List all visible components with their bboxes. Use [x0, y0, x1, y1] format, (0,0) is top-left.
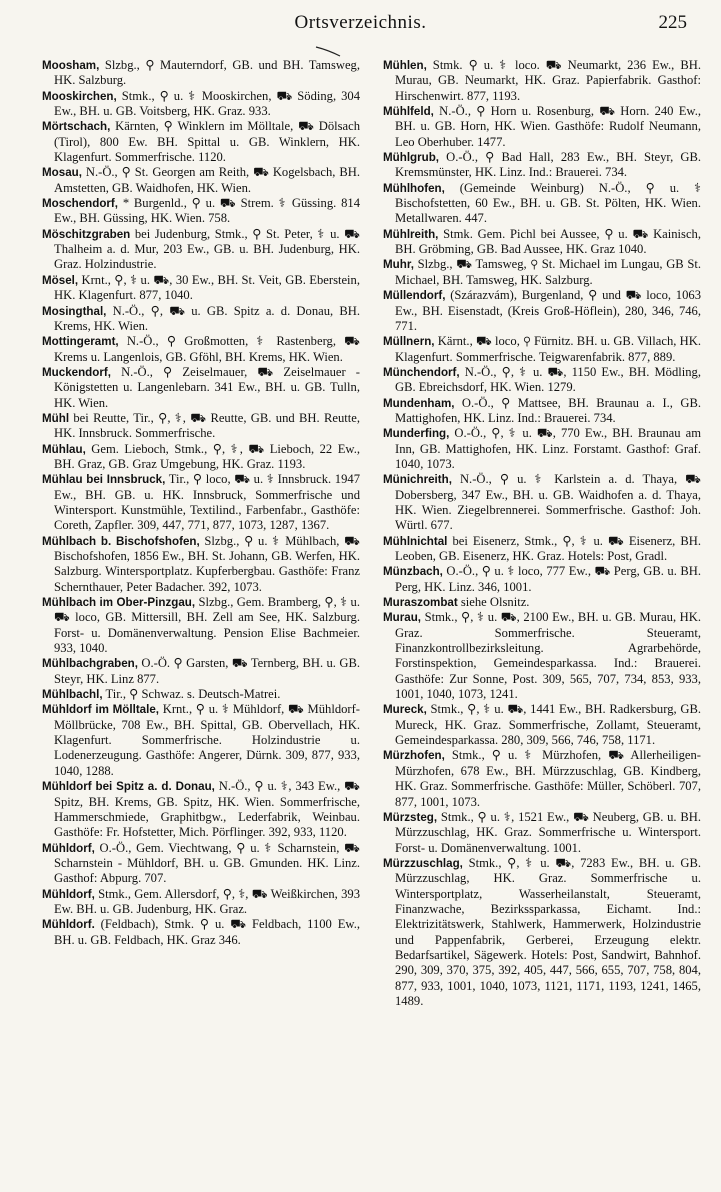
entry-details: N.-Ö., ⚲, ⚕ u. ⛟, 1150 Ew., BH. Mödling, GB. Ebreichsdorf, HK. Wien. 1279.	[395, 364, 701, 395]
entry-details: Stmk. ⚲ u. ⚕ loco. ⛟ Neumarkt, 236 Ew., BH. Murau, GB. Neumarkt, HK. Graz. Papierfabrik. Gasthof: Hirschenwirt. 877, 1193.	[395, 58, 701, 103]
entry-details: N.-Ö., ⚲, ⛟ u. GB. Spitz a. d. Donau, BH. Krems, HK. Wien.	[54, 303, 360, 333]
entry-details: (Feldbach), Stmk. ⚲ u. ⛟ Feldbach, 1100 Ew., BH. u. GB. Feldbach, HK. Graz 346.	[54, 917, 360, 947]
directory-entry	[42, 227, 360, 273]
directory-entry	[42, 273, 360, 304]
entry-details: bei Judenburg, Stmk., ⚲ St. Peter, ⚕ u. ⛟ Thalheim a. d. Mur, 203 Ew., GB. u. BH. Judenburg, HK. Graz. Holzindustrie.	[54, 226, 360, 272]
entry-details: Slzbg., Gem. Bramberg, ⚲, ⚕ u. ⛟ loco, GB. Mittersill, BH. Zell am See, HK. Salzburg. Forst- u. Domänenverwaltung. Pension Elise Bachmeier. 933, 1040.	[54, 595, 360, 656]
left-column	[42, 58, 360, 948]
entry-place-name: Münichreith,	[383, 473, 452, 487]
entry-place-name: Mühlbachl,	[42, 688, 103, 702]
entry-place-name: Muckendorf,	[42, 365, 111, 379]
entry-place-name: Mühlnichtal	[383, 534, 448, 548]
entry-place-name: Mürzsteg,	[383, 810, 438, 824]
entry-details: Stmk., ⚲ u. ⚕, 1521 Ew., ⛟ Neuberg, GB. u. BH. Mürzzuschlag, HK. Graz. Sommerfrische u. Wintersport. Forst- u. Domänenverwaltung. 1001.	[395, 809, 701, 855]
entry-place-name: Mühlau,	[42, 442, 86, 456]
directory-entry	[383, 58, 701, 104]
ornament-icon	[314, 44, 342, 58]
entry-details: O.-Ö. ⚲ Garsten, ⛟ Ternberg, BH. u. GB. Steyr, HK. Linz 877.	[54, 656, 360, 686]
directory-entry	[383, 472, 701, 533]
entry-place-name: Mooskirchen,	[42, 89, 117, 103]
entry-place-name: Mosingthal,	[42, 304, 107, 318]
entry-details: Stmk. Gem. Pichl bei Aussee, ⚲ u. ⛟ Kainisch, BH. Gröbming, GB. Bad Aussee, HK. Graz 1040.	[395, 226, 701, 257]
page-title: Ortsverzeichnis.	[294, 12, 427, 33]
directory-entry	[383, 564, 701, 595]
entry-place-name: Münchendorf,	[383, 365, 460, 379]
entry-details: N.-Ö., ⚲ Horn u. Rosenburg, ⛟ Horn. 240 Ew., BH. u. GB. Horn, HK. Wien. Gasthöfe: Rudolf Neumann, Leo Oberhuber. 1477.	[395, 104, 701, 149]
page-header	[0, 12, 721, 42]
entry-details: bei Reutte, Tir., ⚲, ⚕, ⛟ Reutte, GB. und BH. Reutte, HK. Innsbruck. Sommerfrische.	[54, 410, 360, 441]
entry-place-name: Mürzhofen,	[383, 749, 445, 763]
directory-entry	[383, 426, 701, 472]
directory-entry	[383, 856, 701, 1009]
directory-entry	[42, 334, 360, 365]
directory-entry	[383, 534, 701, 565]
entry-details: N.-Ö., ⚲ Zeiselmauer, ⛟ Zeiselmauer - Königstetten u. Langenlebarn. 341 Ew., BH. u. GB. Tulln, HK. Wien.	[54, 364, 360, 410]
entry-details: O.-Ö., ⚲, ⚕ u. ⛟, 770 Ew., BH. Braunau am Inn, GB. Mattighofen, HK. Linz. Forstamt. Gasthof: Graf. 1040, 1073.	[395, 426, 701, 471]
entry-place-name: Mühldorf im Mölltale,	[42, 703, 160, 717]
directory-entry	[42, 89, 360, 120]
entry-details: N.-Ö., ⚲ St. Georgen am Reith, ⛟ Kogelsbach, BH. Amstetten, GB. Waidhofen, HK. Wien.	[54, 165, 360, 195]
entry-details: O.-Ö., ⚲ Bad Hall, 283 Ew., BH. Steyr, GB. Kremsmünster, HK. Linz. Ind.: Brauerei. 734.	[395, 150, 701, 180]
directory-entry	[383, 810, 701, 856]
entry-details: Kärnt., ⛟ loco, ⚲ Fürnitz. BH. u. GB. Villach, HK. Klagenfurt. Sommerfrische. Teigwarenfabrik. 877, 889.	[395, 334, 701, 364]
directory-entry	[383, 257, 701, 288]
entry-place-name: Mureck,	[383, 703, 427, 717]
entry-place-name: Mörtschach,	[42, 120, 111, 134]
entry-details: Kärnten, ⚲ Winklern im Mölltale, ⛟ Dölsach (Tirol), 800 Ew. BH. Spittal u. GB. Winklern, HK. Klagenfurt. Sommerfrische. 1120.	[54, 119, 360, 165]
entry-details: siehe Olsnitz.	[457, 595, 530, 610]
entry-place-name: Muhr,	[383, 258, 414, 272]
directory-entry	[383, 150, 701, 181]
directory-entry	[383, 748, 701, 809]
entry-place-name: Mundenham,	[383, 396, 455, 410]
entry-details: O.-Ö., ⚲ u. ⚕ loco, 777 Ew., ⛟ Perg, GB. u. BH. Perg, HK. Linz. 346, 1001.	[395, 564, 701, 594]
entry-place-name: Moosham,	[42, 59, 100, 72]
entry-place-name: Moschendorf,	[42, 197, 119, 211]
entry-details: Stmk., ⚲, ⚕ u. ⛟, 7283 Ew., BH. u. GB. Mürzzuschlag, HK. Graz. Sommerfrische u. Wintersportplatz, Wasserheilanstalt, Steueramt, Finanzwache, Bezirkssparkassa, Eichamt. Ind.: Elektrizitätswerk, Stahlwerk, Hammerwerk, Holzindustrie und Pappenfabrik, Gerberei, Erzeugung elektr. Bedarfsartikel, Sägewerk. Hotels: Post, Sandwirt, Bahnhof. 290, 309, 370, 375, 392, 405, 447, 566, 655, 707, 758, 804, 877, 933, 1001, 1040, 1073, 1121, 1171, 1193, 1241, 1465, 1489.	[395, 855, 701, 1008]
entry-place-name: Mosau,	[42, 166, 82, 180]
directory-entry	[42, 472, 360, 533]
entry-details: (Szárazvám), Burgenland, ⚲ und ⛟ loco, 1063 Ew., BH. Eisenstadt, (Kreis Groß-Höflein), 280, 346, 746, 771.	[395, 288, 701, 333]
directory-entry	[42, 841, 360, 887]
entry-place-name: Münzbach,	[383, 565, 443, 579]
directory-entry	[42, 917, 360, 948]
entry-details: O.-Ö., Gem. Viechtwang, ⚲ u. ⚕ Scharnstein, ⛟ Scharnstein - Mühldorf, BH. u. GB. Gmunden. HK. Linz. Gasthof: Abpurg. 707.	[54, 840, 360, 886]
entry-details: (Gemeinde Weinburg) N.-Ö., ⚲ u. ⚕ Bischofstetten, 60 Ew., BH. u. GB. St. Pölten, HK. Wien. Metallwaren. 447.	[395, 180, 701, 226]
entry-details: Krnt., ⚲ u. ⚕ Mühldorf, ⛟ Mühldorf-Möllbrücke, 708 Ew., BH. Spittal, GB. Obervellach, HK. Klagenfurt. Sommerfrische. Holzindustrie u. Lodenerzeugung. Gasthöfe: Angerer, Dürnk. 309, 877, 933, 1040, 1288.	[54, 702, 361, 778]
entry-place-name: Mühldorf.	[42, 918, 95, 932]
directory-entry	[42, 119, 360, 165]
entry-details: Stmk., ⚲, ⚕ u. ⛟, 1441 Ew., BH. Radkersburg, GB. Mureck, HK. Graz. Sommerfrische, Zollamt, Steueramt, Gemeindesparkassa. 280, 309, 566, 746, 758, 1171.	[395, 702, 701, 748]
entry-place-name: Mühlreith,	[383, 227, 439, 241]
entry-place-name: Mösel,	[42, 273, 79, 287]
entry-place-name: Muraszombat	[383, 596, 458, 610]
entry-place-name: Mühlbach b. Bischofshofen,	[42, 534, 200, 548]
entry-details: N.-Ö., ⚲ u. ⚕ Karlstein a. d. Thaya, ⛟ Dobersberg, 347 Ew., BH. u. GB. Waidhofen a. d. Thaya, HK. Wien. Ziegelbrennerei. Sommerfrische. Gasthof: Joh. Würtl. 677.	[395, 472, 701, 533]
directory-entry	[42, 887, 360, 918]
entry-place-name: Mühlen,	[383, 59, 427, 72]
entry-details: Krnt., ⚲, ⚕ u. ⛟, 30 Ew., BH. St. Veit, GB. Eberstein, HK. Klagenfurt. 877, 1040.	[54, 272, 360, 303]
entry-place-name: Mühl	[42, 411, 70, 425]
entry-details: Slzbg., ⛟ Tamsweg, ⚲ St. Michael im Lungau, GB St. Michael, BH. Tamsweg, HK. Salzburg.	[395, 257, 701, 287]
entry-place-name: Mühldorf,	[42, 887, 95, 901]
entry-place-name: Mühlbachgraben,	[42, 657, 138, 671]
entry-details: Slzbg., ⚲ u. ⚕ Mühlbach, ⛟ Bischofshofen, 1856 Ew., BH. St. Johann, GB. Werfen, HK. Salzburg. Wintersportplatz. Kupferbergbau. Gasthöfe: Franz Schernthauer, Peter Badacher. 392, 1073.	[54, 533, 360, 594]
directory-entry	[42, 534, 360, 595]
directory-entry	[42, 595, 360, 656]
entry-place-name: Munderfing,	[383, 427, 450, 441]
entry-place-name: Mühlhofen,	[383, 181, 445, 195]
entry-details: bei Eisenerz, Stmk., ⚲, ⚕ u. ⛟ Eisenerz, BH. Leoben, GB. Eisenerz, HK. Graz. Hotels: Post, Gradl.	[395, 533, 701, 563]
entry-details: Stmk., Gem. Allersdorf, ⚲, ⚕, ⛟ Weißkirchen, 393 Ew. BH. u. GB. Judenburg, HK. Graz.	[54, 886, 360, 916]
entry-details: Stmk., ⚲ u. ⚕ Mürzhofen, ⛟ Allerheiligen-Mürzhofen, 678 Ew., BH. Mürzzuschlag, GB. Kindberg, HK. Graz. Sommerfrische. Gasthöfe: Müller, Schöberl. 707, 877, 1001, 1073.	[395, 748, 701, 809]
entry-details: Slzbg., ⚲ Mauterndorf, GB. und BH. Tamsweg, HK. Salzburg.	[54, 58, 360, 88]
directory-entry	[383, 702, 701, 748]
directory-entry	[42, 442, 360, 473]
directory-entry	[383, 334, 701, 365]
entry-details: N.-Ö., ⚲ Großmotten, ⚕ Rastenberg, ⛟ Krems u. Langenlois, GB. Gföhl, BH. Krems, HK. Wien.	[54, 334, 360, 364]
entry-place-name: Murau,	[383, 611, 422, 625]
directory-entry	[383, 227, 701, 258]
directory-entry	[42, 196, 360, 227]
entry-details: Stmk., ⚲, ⚕ u. ⛟, 2100 Ew., BH. u. GB. Murau, HK. Graz. Sommerfrische. Steueramt, Finanzkontrollbezirksleitung. Agrarbehörde, Forstinspektion, Gemeindesparkassa. Ind.: Brauerei. Gasthöfe: Zur Sonne, Post. 309, 565, 707, 734, 853, 933, 1001, 1040, 1073, 1241.	[395, 610, 701, 702]
directory-entry	[42, 687, 360, 702]
right-column	[383, 58, 701, 1009]
directory-entry	[42, 411, 360, 442]
entry-place-name: Mühlbach im Ober-Pinzgau,	[42, 596, 196, 610]
directory-entry	[42, 702, 360, 779]
directory-entry	[383, 610, 701, 702]
entry-place-name: Mürzzuschlag,	[383, 856, 463, 870]
directory-entry	[42, 165, 360, 196]
entry-place-name: Müllendorf,	[383, 289, 446, 303]
directory-entry	[383, 288, 701, 334]
entry-place-name: Müllnern,	[383, 335, 435, 349]
entry-place-name: Mühldorf bei Spitz a. d. Donau,	[42, 780, 215, 794]
directory-entry	[42, 304, 360, 335]
directory-entry	[383, 181, 701, 227]
entry-place-name: Mühlau bei Innsbruck,	[42, 473, 166, 487]
directory-entry	[42, 58, 360, 89]
directory-entry	[42, 656, 360, 687]
entry-details: O.-Ö., ⚲ Mattsee, BH. Braunau a. I., GB. Mattighofen, HK. Linz. Ind.: Brauerei. 734.	[395, 395, 701, 425]
entry-details: * Burgenld., ⚲ u. ⛟ Strem. ⚕ Güssing. 814 Ew., BH. Güssing, HK. Wien. 758.	[54, 196, 360, 226]
directory-entry	[42, 365, 360, 411]
entry-place-name: Mottingeramt,	[42, 335, 119, 349]
entry-place-name: Mühlfeld,	[383, 105, 434, 119]
entry-details: Tir., ⚲ Schwaz. s. Deutsch-Matrei.	[102, 687, 281, 702]
directory-entry	[383, 365, 701, 396]
page-number: 225	[658, 12, 687, 33]
entry-details: Stmk., ⚲ u. ⚕ Mooskirchen, ⛟ Söding, 304 Ew., BH. u. GB. Voitsberg, HK. Graz. 933.	[54, 88, 360, 119]
directory-entry	[383, 104, 701, 150]
directory-entry	[383, 396, 701, 427]
directory-entry	[42, 779, 360, 840]
entry-place-name: Möschitzgraben	[42, 227, 131, 241]
entry-details: Tir., ⚲ loco, ⛟ u. ⚕ Innsbruck. 1947 Ew., BH. GB. u. HK. Innsbruck, Sommerfrische und Wintersport. Kunstmühle, Textilind., Farbenfabr., Gasthöfe: Coreth, Zapfler. 309, 447, 771, 877, 1073, 1287, 1367.	[54, 472, 360, 533]
entry-place-name: Mühldorf,	[42, 841, 95, 855]
entry-details: N.-Ö., ⚲ u. ⚕, 343 Ew., ⛟ Spitz, BH. Krems, GB. Spitz, HK. Wien. Sommerfrische, Hammerschmiede, Graphitbgw., Lederfabrik, Weinbau. Gasthöfe: Fr. Hofstetter, Mich. Pörflinger. 392, 933, 1120.	[54, 779, 361, 840]
directory-entry	[383, 595, 701, 610]
entry-details: Gem. Lieboch, Stmk., ⚲, ⚕, ⛟ Lieboch, 22 Ew., BH. Graz, GB. Graz Umgebung, HK. Graz. 1193.	[54, 441, 360, 471]
entry-place-name: Mühlgrub,	[383, 151, 440, 165]
